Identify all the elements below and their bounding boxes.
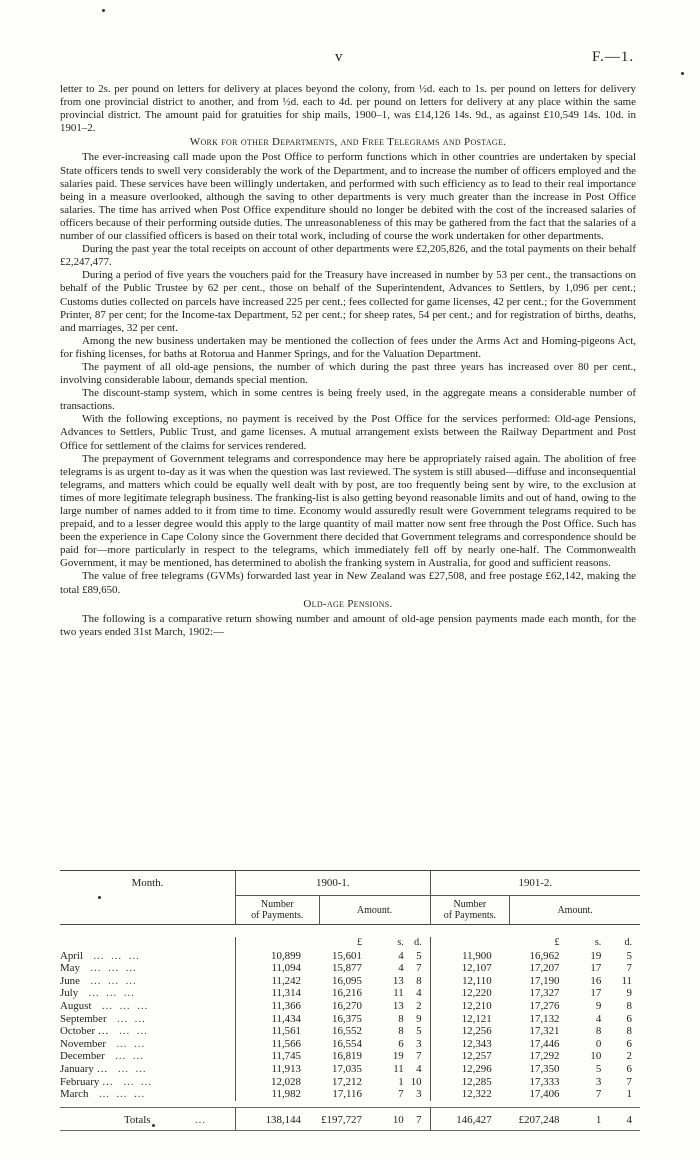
cell-pounds-1901-2: 17,446	[529, 1037, 560, 1050]
speck-mark	[681, 72, 684, 75]
totals-pence-1901-2: 4	[601, 1107, 640, 1131]
totals-pounds-1900-1: £197,727	[319, 1107, 380, 1131]
cell-number-1901-2: 12,121	[430, 1013, 510, 1026]
cell-shillings-1900-1: 8	[398, 1012, 404, 1025]
cell-number-1901-2: 12,322	[430, 1088, 510, 1101]
month-label: August	[60, 999, 92, 1012]
paragraph: During a period of five years the vouchers paid for the Treasury have increased in number by 53 per cent., the transactions on behalf of the Public Trustee by 62 per cent., those on behalf of the Superintendent, Advances to Settlers, by 1,096 per cent.; Customs duties collected on parcels have increased 225 per cent.; fees collected for game licenses, 42 per cent.; for the Government Printer, 87 per cent; for the Income-tax Department, 52 per cent.; for sheep rates, 54 per cent.; and for registration of births, deaths, and marriages, 32 per cent.	[60, 269, 636, 334]
month-label: June	[60, 974, 80, 987]
cell-pounds-1901-2: 17,333	[529, 1075, 560, 1088]
cell-pounds-1900-1: 17,035	[332, 1062, 362, 1075]
cell-number-1900-1: 11,745	[236, 1050, 319, 1063]
unit-pence: d.	[414, 937, 422, 948]
paragraph: Among the new business undertaken may be mentioned the collection of fees under the Arms Act and Homing-pigeons Act, for fishing licenses, for baths at Rotorua and Hanmer Springs, and for the Valuation Department.	[60, 334, 636, 360]
totals-pence-1900-1: 7	[404, 1107, 430, 1131]
cell-pence-1901-2: 6	[626, 1012, 632, 1025]
cell-pence-1900-1: 8	[416, 974, 422, 987]
cell-shillings-1900-1: 13	[392, 974, 404, 987]
cell-pence-1901-2: 11	[621, 974, 632, 987]
cell-pounds-1900-1: 16,270	[332, 999, 362, 1012]
body-text	[60, 83, 636, 639]
cell-pence-1901-2: 7	[626, 962, 632, 975]
cell-shillings-1901-2: 8	[595, 1025, 602, 1038]
cell-pounds-1901-2: 17,327	[529, 987, 560, 1000]
paragraph: During the past year the total receipts on account of other departments were £2,205,826, and the total payments on their behalf £2,247,477.	[60, 243, 636, 269]
cell-shillings-1901-2: 16	[590, 974, 602, 987]
cell-pence-1901-2: 7	[626, 1075, 632, 1088]
cell-pence-1900-1: 5	[416, 1025, 422, 1038]
cell-pence-1900-1: 7	[416, 962, 422, 975]
dot-leader: … …	[116, 1012, 148, 1025]
unit-shillings: s.	[594, 937, 602, 948]
cell-number-1900-1: 12,028	[236, 1076, 319, 1089]
month-label: July	[60, 987, 79, 1000]
cell-number-1900-1: 11,094	[236, 962, 319, 975]
table-row	[60, 1038, 640, 1051]
cell-number-1900-1: 11,366	[236, 1000, 319, 1013]
dot-leader: … … …	[89, 974, 139, 987]
document-reference: F.—1.	[592, 49, 635, 65]
units-row	[60, 937, 640, 950]
column-header-number-of-payments: Number of Payments.	[236, 896, 319, 925]
unit-pound: £	[356, 937, 362, 948]
cell-shillings-1900-1: 11	[393, 1062, 404, 1075]
cell-pounds-1900-1: 16,095	[332, 974, 362, 987]
unit-shillings: s.	[397, 937, 404, 948]
cell-shillings-1900-1: 4	[398, 962, 404, 975]
totals-shillings-1901-2: 1	[578, 1107, 602, 1131]
cell-number-1900-1: 11,242	[236, 975, 319, 988]
cell-number-1901-2: 11,900	[430, 950, 510, 963]
cell-number-1901-2: 12,296	[430, 1063, 510, 1076]
column-header-amount: Amount.	[510, 896, 640, 925]
section-heading-old-age-pensions: Old-age Pensions.	[303, 597, 393, 610]
cell-pounds-1901-2: 17,350	[529, 1062, 560, 1075]
cell-pounds-1900-1: 15,877	[332, 962, 362, 975]
table-row	[60, 1000, 640, 1013]
cell-pence-1900-1: 4	[416, 987, 422, 1000]
cell-shillings-1900-1: 8	[398, 1025, 404, 1038]
dot-leader: … …	[117, 1062, 148, 1075]
paragraph: The discount-stamp system, which in some centres is being freely used, in the aggregate means a considerable number of transactions.	[60, 387, 636, 413]
cell-pence-1901-2: 6	[626, 1062, 632, 1075]
totals-label: Totals	[124, 1113, 151, 1126]
table-row	[60, 950, 640, 963]
totals-number-1900-1: 138,144	[236, 1107, 319, 1131]
cell-pence-1901-2: 9	[626, 987, 632, 1000]
cell-number-1901-2: 12,210	[430, 1000, 510, 1013]
column-header-month: Month.	[131, 877, 164, 889]
dot-leader: … … …	[98, 1088, 147, 1101]
table-row	[60, 962, 640, 975]
cell-number-1900-1: 10,899	[236, 950, 319, 963]
cell-pounds-1901-2: 17,207	[529, 962, 560, 975]
cell-pounds-1900-1: 16,819	[332, 1050, 362, 1063]
cell-shillings-1900-1: 19	[392, 1050, 404, 1063]
paragraph: letter to 2s. per pound on letters for delivery at places beyond the colony, from ½d. each to 1s. per pound on letters for delivery from one provincial district to another, and from ½d. each to 4d. per pound on letters for delivery at any place within the same provincial district. The amount paid for gratuities for ship mails, 1900–1, was £14,126 14s. 9d., as against £10,549 14s. 10d. in 1901–2.	[60, 83, 636, 135]
cell-shillings-1900-1: 7	[398, 1088, 404, 1101]
paragraph: The payment of all old-age pensions, the number of which during the past three years has increased over 80 per cent., involving considerable labour, demands special mention.	[60, 360, 636, 387]
cell-shillings-1901-2: 10	[590, 1050, 602, 1063]
cell-shillings-1900-1: 11	[393, 987, 404, 1000]
month-label: April	[60, 949, 83, 962]
cell-pence-1900-1: 7	[416, 1050, 422, 1063]
table-row	[60, 1025, 640, 1038]
cell-pence-1900-1: 9	[416, 1012, 422, 1025]
paragraph: The value of free telegrams (GVMs) forwarded last year in New Zealand was £27,508, and free postage £62,142, making the total £89,650.	[60, 570, 636, 596]
cell-number-1901-2: 12,107	[430, 962, 510, 975]
totals-pounds-1901-2: £207,248	[510, 1107, 578, 1131]
cell-shillings-1901-2: 0	[595, 1037, 602, 1050]
table-row	[60, 987, 640, 1000]
table-row	[60, 975, 640, 988]
cell-pence-1901-2: 2	[626, 1050, 632, 1063]
cell-pence-1900-1: 3	[416, 1037, 422, 1050]
cell-number-1901-2: 12,343	[430, 1038, 510, 1051]
column-header-amount: Amount.	[319, 896, 430, 925]
month-label: October …	[60, 1025, 109, 1038]
cell-pounds-1900-1: 16,375	[332, 1012, 362, 1025]
totals-shillings-1900-1: 10	[380, 1107, 404, 1131]
cell-pounds-1901-2: 17,190	[529, 974, 560, 987]
cell-pounds-1901-2: 17,406	[529, 1088, 560, 1101]
cell-number-1900-1: 11,913	[236, 1063, 319, 1076]
cell-pounds-1900-1: 15,601	[332, 949, 362, 962]
cell-number-1901-2: 12,285	[430, 1076, 510, 1089]
cell-pounds-1900-1: 16,554	[332, 1037, 362, 1050]
cell-number-1900-1: 11,434	[236, 1013, 319, 1026]
speck-mark	[102, 9, 105, 12]
cell-number-1900-1: 11,561	[236, 1025, 319, 1038]
table-row	[60, 1013, 640, 1026]
section-heading-work-for-other-departments: Work for other Departments, and Free Telegrams and Postage.	[189, 136, 507, 149]
cell-shillings-1901-2: 7	[595, 1088, 602, 1101]
cell-shillings-1901-2: 9	[595, 999, 602, 1012]
month-label: September	[60, 1012, 107, 1025]
cell-number-1900-1: 11,566	[236, 1038, 319, 1051]
dot-leader: … … …	[101, 999, 150, 1012]
cell-number-1901-2: 12,256	[430, 1025, 510, 1038]
cell-number-1901-2: 12,220	[430, 987, 510, 1000]
unit-pence: d.	[624, 937, 632, 948]
month-label: March	[60, 1088, 89, 1101]
cell-shillings-1900-1: 6	[398, 1037, 404, 1050]
cell-pence-1901-2: 5	[626, 949, 632, 962]
month-label: December	[60, 1050, 105, 1063]
cell-pence-1900-1: 5	[416, 949, 422, 962]
cell-pence-1900-1: 2	[416, 999, 422, 1012]
dot-leader: … …	[114, 1050, 146, 1063]
dot-leader: …	[194, 1113, 208, 1126]
cell-pounds-1900-1: 16,552	[332, 1025, 362, 1038]
dot-leader: … … …	[89, 962, 139, 975]
cell-pence-1900-1: 4	[416, 1062, 422, 1075]
unit-pound: £	[554, 937, 560, 948]
paragraph: The following is a comparative return showing number and amount of old-age pension payments made each month, for the two years ended 31st March, 1902:—	[60, 612, 636, 638]
dot-leader: … …	[115, 1037, 147, 1050]
paragraph: With the following exceptions, no payment is received by the Post Office for the services performed: Old-age Pensions, Advances to Settlers, Public Trust, and game licenses. A mutual arrangement exists between the Railway Department and Post Office for settlement of the claims for services rendered.	[60, 413, 636, 452]
month-label: January …	[60, 1062, 108, 1075]
totals-number-1901-2: 146,427	[430, 1107, 510, 1131]
table-row	[60, 1088, 640, 1101]
cell-pence-1901-2: 8	[626, 999, 632, 1012]
table-row	[60, 1063, 640, 1076]
cell-shillings-1900-1: 13	[392, 999, 404, 1012]
cell-shillings-1900-1: 1	[398, 1075, 404, 1088]
cell-pounds-1901-2: 17,132	[529, 1012, 560, 1025]
dot-leader: … …	[118, 1025, 150, 1038]
cell-pence-1901-2: 8	[626, 1025, 632, 1038]
cell-pounds-1901-2: 17,321	[529, 1025, 560, 1038]
cell-pence-1901-2: 6	[626, 1037, 632, 1050]
cell-shillings-1901-2: 17	[590, 987, 602, 1000]
cell-number-1900-1: 11,982	[236, 1088, 319, 1101]
column-header-number-of-payments: Number of Payments.	[430, 896, 510, 925]
dot-leader: … … …	[88, 987, 137, 1000]
column-header-year-1901-2: 1901-2.	[430, 871, 640, 896]
cell-pounds-1901-2: 17,292	[529, 1050, 560, 1063]
paragraph: The ever-increasing call made upon the Post Office to perform functions which in other countries are undertaken by special State officers tends to swell very considerably the work of the Department, and to increase the number of officers employed and the salaries paid. These services have been willingly undertaken, and performed with such efficiency as to lead to their real importance being in a measure overlooked, although the saving to other departments is very much greater than the increase in Post Office salaries. The time has arrived when Post Office expenditure should no longer be debited with the cost of the increased salaries of officers because of their performing outside duties. The unreasonableness of this may be gathered from the fact that the salaries of a number of our classified officers is based on their total work, including of course the work undertaken for other departments.	[60, 151, 636, 243]
page-number: v	[335, 49, 343, 65]
month-label: November	[60, 1037, 106, 1050]
month-label: May	[60, 962, 80, 975]
cell-shillings-1901-2: 4	[595, 1012, 602, 1025]
table-row	[60, 1050, 640, 1063]
column-header-year-1900-1: 1900-1.	[236, 871, 431, 896]
cell-pence-1901-2: 1	[626, 1088, 632, 1101]
pension-payments-table	[60, 870, 640, 1131]
cell-pounds-1900-1: 17,212	[332, 1075, 362, 1088]
cell-pounds-1901-2: 16,962	[529, 949, 560, 962]
cell-shillings-1900-1: 4	[398, 949, 404, 962]
cell-number-1901-2: 12,110	[430, 975, 510, 988]
cell-shillings-1901-2: 3	[595, 1075, 602, 1088]
cell-number-1901-2: 12,257	[430, 1050, 510, 1063]
cell-pounds-1901-2: 17,276	[529, 999, 560, 1012]
totals-row	[60, 1107, 640, 1131]
cell-pence-1900-1: 3	[416, 1088, 422, 1101]
cell-pounds-1900-1: 16,216	[332, 987, 362, 1000]
cell-pounds-1900-1: 17,116	[332, 1088, 362, 1101]
dot-leader: … …	[122, 1075, 154, 1088]
cell-pence-1900-1: 10	[410, 1075, 422, 1088]
paragraph: The prepayment of Government telegrams and correspondence may here be appropriately raised again. The abolition of free telegrams is as urgent to-day as it was when the question was last reviewed. The system is still abused—diffuse and inconsequential telegrams, and matters which could be equally well dealt with by post, are too frequently being sent by wire, to the exclusion at times of more legitimate telegraph business. The franking-list is also getting beyond reasonable limits and out of hand, owing to the large number of names added to it from time to time. Economy would assuredly result were Government telegrams required to be prepaid, and to a lesser degree would this apply to the large quantity of mail matter now sent free through the Post Office. Such has been the experience in Cape Colony since the Government there decided that Government telegrams and correspondence should be paid for—more particularly in respect to the telegrams, which immediately fell off by nearly one-half. The Commonwealth Government, it may be mentioned, has determined to abolish the franking system in Australia, for good and sufficient reasons.	[60, 452, 636, 570]
cell-number-1900-1: 11,314	[236, 987, 319, 1000]
month-label: February …	[60, 1075, 113, 1088]
dot-leader: … … …	[93, 949, 142, 962]
table-row	[60, 1076, 640, 1089]
cell-shillings-1901-2: 19	[590, 949, 602, 962]
cell-shillings-1901-2: 5	[595, 1062, 602, 1075]
cell-shillings-1901-2: 17	[590, 962, 602, 975]
